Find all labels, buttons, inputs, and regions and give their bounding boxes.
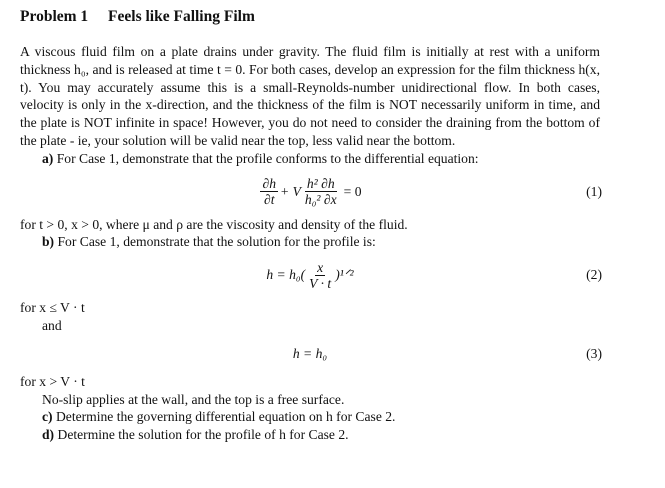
eq2-number: (2) — [586, 267, 602, 283]
eq2-den: V · t — [309, 275, 332, 291]
eq1-h-fraction — [303, 176, 339, 207]
part-b-label: b) — [42, 234, 55, 250]
part-b — [20, 233, 600, 251]
eq1-dt: ∂t — [263, 192, 275, 208]
eq2-lhs: h = h₀( — [266, 267, 306, 283]
part-c — [20, 408, 600, 426]
eq1-rhs: = 0 — [343, 183, 362, 199]
eq3-text: h = h₀ — [292, 345, 328, 361]
equation-1 — [20, 168, 600, 216]
problem-number: Problem 1 — [20, 8, 89, 25]
problem-page — [20, 8, 600, 444]
and-text: and — [42, 317, 62, 333]
part-c-text: Determine the governing differential equation on h for Case 2. — [55, 409, 396, 425]
equation-3 — [20, 335, 600, 373]
eq1-h2dh: h² ∂h — [306, 176, 335, 192]
part-d — [20, 426, 600, 444]
eq1-dh: ∂h — [262, 176, 276, 192]
no-slip-text: No-slip applies at the wall, and the top is a free surface. — [42, 391, 345, 407]
eq2-fraction — [307, 260, 333, 291]
part-c-label: c) — [42, 409, 53, 425]
problem-body — [20, 43, 600, 444]
part-d-text: Determine the solution for the profile of h for Case 2. — [57, 427, 349, 443]
eq3-number: (3) — [586, 345, 602, 361]
eq1-dh-dt — [260, 176, 278, 207]
problem-header — [20, 8, 600, 26]
intro-paragraph: A viscous fluid film on a plate drains under gravity. The fluid film is initially at rest with a uniform thickness h₀, and is released at time t = 0. For both cases, develop an expression for the film thickness h(x, t). You may accurately assume this is a small-Reynolds-number unidirectional flow. In both cases, velocity is only in the x-direction, and the thickness of the film is NOT necessarily uniform in time, and the plate is NOT infinite in space! However, you do not need to consider the draining from the bottom of the plate - ie, your solution will be valid near the top, less valid near the bottom. — [20, 44, 600, 148]
condition-2: for x ≤ V · t — [20, 300, 85, 316]
eq1-h02dx: h₀² ∂x — [304, 192, 337, 208]
part-a — [20, 150, 600, 168]
part-b-text: For Case 1, demonstrate that the solution for the profile is: — [57, 234, 376, 250]
part-d-label: d) — [42, 427, 55, 443]
problem-title: Feels like Falling Film — [108, 8, 255, 25]
after-eq1-text: for t > 0, x > 0, where μ and ρ are the viscosity and density of the fluid. — [20, 216, 408, 232]
eq2-num: x — [317, 259, 324, 275]
equation-2 — [20, 251, 600, 299]
eq2-exponent: )¹ᐟ² — [335, 267, 354, 283]
part-a-text: For Case 1, demonstrate that the profile conforms to the differential equation: — [56, 150, 479, 166]
condition-3: for x > V · t — [20, 373, 85, 389]
part-a-label: a) — [42, 150, 54, 166]
eq1-number: (1) — [586, 183, 602, 199]
eq1-plus-v: + V — [280, 183, 301, 199]
